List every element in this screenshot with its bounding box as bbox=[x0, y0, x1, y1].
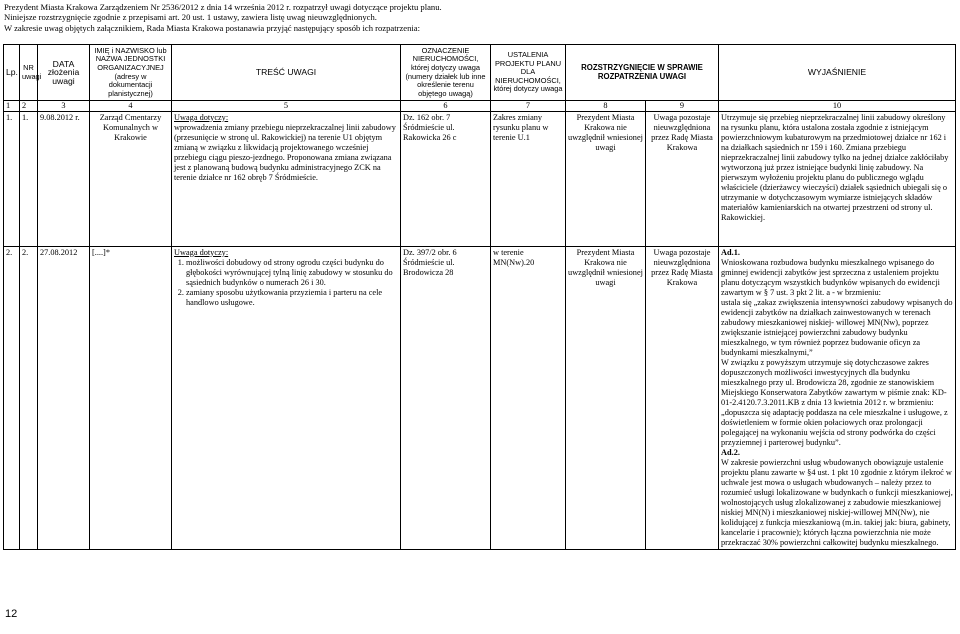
row1-rada: Uwaga pozostaje nieuwzględniona przez Radę Miasta Krakowa bbox=[646, 111, 719, 246]
row2-rada: Uwaga pozostaje nieuwzględniona przez Radę Miasta Krakowa bbox=[646, 246, 719, 549]
col-oznaczenie: OZNACZENIE NIERUCHOMOŚCI, której dotyczy uwaga (numery działek lub inne określenie terenu objętego uwagą) bbox=[401, 45, 491, 101]
row2-wyjasnienie bbox=[719, 246, 956, 549]
list-item: 2. zamiany sposobu użytkowania przyziemia i parteru na cele handlowo usługowe. bbox=[186, 288, 398, 308]
colnum-6: 6 bbox=[401, 101, 491, 112]
row1-data: 9.08.2012 r. bbox=[38, 111, 90, 246]
row2-tresc bbox=[172, 246, 401, 549]
row2-wyj-p2: W związku z powyższym utrzymuje się dotychczasowe zakres dopuszczonych możliwości inwestycyjnych dla budynku mieszkalnego przy ul. Brodowicza 28, zgodnie ze stanowiskiem Miejskiego Konserwatora Zabytków zawartym w piśmie znak: KD-01-2.4120.7.3.2011.KB z dnia 13 kwietnia 2012 r. w brzmieniu: bbox=[721, 357, 947, 407]
row1-wyjasnienie: Utrzymuje się przebieg nieprzekraczalnej linii zabudowy określony na rysunku planu, która ustalona została zgodnie z istniejącym powierzchniowym kubaturowym na przedmiotowej działce nr 162 i na działkach sąsiednich nr 159 i 160. Zmiana przebiegu nieprzekraczalnej linii zabudowy tylko na jednej działce zakłóciłaby wytworzoną już przez istniejące budynki linię zabudowy. Na pierwszym wyłożeniu projektu planu do publicznego wglądu właściciele (dzierżawcy wieczyści) działek sąsiednich ubiegali się o utrzymanie w dotychczasowym wymiarze istniejących składów materiałów kamieniarskich na otwartej przestrzeni od strony ul. Rakowickiej. bbox=[719, 111, 956, 246]
list-item: 1. możliwości dobudowy od strony ogrodu części budynku do głębokości wyrównującej tylną linię zabudowy w stosunku do sąsiednich budynków o numerach 26 i 30. bbox=[186, 258, 398, 288]
col-data: DATA złożenia uwagi bbox=[38, 45, 90, 101]
colnum-5: 5 bbox=[172, 101, 401, 112]
col-imie: IMIĘ i NAZWISKO lub NAZWA JEDNOSTKI ORGANIZACYJNEJ (adresy w dokumentacji planistycznej) bbox=[90, 45, 172, 101]
remarks-table bbox=[3, 44, 956, 550]
document-header bbox=[4, 2, 954, 33]
col-nr: NR uwagi bbox=[20, 45, 38, 101]
colnum-1: 1 bbox=[4, 101, 20, 112]
row2-wyj-q2: „dopuszcza się adaptację poddasza na cele mieszkalne i usługowe, z doświetleniem w formie okien połaciowych oraz prolongacji polegającej na wykonaniu wejścia od strony podwórka do części przyziemnej i parterowej budynku”. bbox=[721, 407, 948, 447]
row1-oznaczenie: Dz. 162 obr. 7 Śródmieście ul. Rakowicka 26 c bbox=[401, 111, 491, 246]
row2-nr: 2. bbox=[20, 246, 38, 549]
row2-ad1: Ad.1. bbox=[721, 247, 740, 257]
row2-wyj-q1: ustala się „zakaz zwiększenia intensywności zabudowy wpisanych do ewidencji zabytków na działkach zainwestowanych w terenach zabudowy mieszkaniowej niskiej- willowej MN(Nw), poprzez zwiększanie istniejącej powierzchni zabudowy budynku mieszkalnego, w tym również poprzez budowanie oficyn za budynkami mieszkalnymi,” bbox=[721, 297, 953, 357]
row2-wyj-p1: Wnioskowana rozbudowa budynku mieszkalnego wpisanego do gminnej ewidencji zabytków jest sprzeczna z ustaleniem projektu planu dotyczącym wszystkich budynków wpisanych do ewidencji zawartym w § 7 ust. 3 pkt 2 lit. a - w brzmieniu: bbox=[721, 257, 940, 297]
row2-tresc-title: Uwaga dotyczy: bbox=[174, 247, 229, 257]
colnum-10: 10 bbox=[719, 101, 956, 112]
row1-tresc-title: Uwaga dotyczy: bbox=[174, 112, 229, 122]
row1-rozstrzygniecie: Prezydent Miasta Krakowa nie uwzględnił wniesionej uwagi bbox=[566, 111, 646, 246]
table-row bbox=[4, 246, 956, 549]
colnum-9: 9 bbox=[646, 101, 719, 112]
colnum-3: 3 bbox=[38, 101, 90, 112]
row1-ustalenia: Zakres zmiany rysunku planu w terenie U.1 bbox=[491, 111, 566, 246]
col-wyjasnienie: WYJAŚNIENIE bbox=[719, 45, 956, 101]
row2-tresc-points bbox=[174, 258, 398, 308]
header-line-2: Niniejsze rozstrzygnięcie zgodnie z przepisami art. 20 ust. 1 ustawy, zawiera listę uwag nieuwzględnionych. bbox=[4, 12, 377, 23]
row1-imie: Zarząd Cmentarzy Komunalnych w Krakowie bbox=[90, 111, 172, 246]
row2-rozstrzygniecie: Prezydent Miasta Krakowa nie uwzględnił wniesionej uwagi bbox=[566, 246, 646, 549]
row2-lp: 2. bbox=[4, 246, 20, 549]
row2-wyj-p3: W zakresie powierzchni usług wbudowanych obowiązuje ustalenie projektu planu zawarte w §4 ust. 1 pkt 10 zgodnie z którym ilekroć w uchwale jest mowa o usługach wbudowanych – należy przez to rozumieć usługi lokalizowane w budynkach o funkcji mieszkaniowej, wolnostojących usług zlokalizowanej z zabudowie mieszkaniowej niskiej MN(N) i mieszkaniowej niskiej-willowej MN(Nw), nie kolidującej z funkcja mieszkaniową (m.in. takiej jak: biura, gabinety, kancelarie i pracownie); których łączna powierzchnia nie może przekraczać 30% powierzchni całkowitej budynku mieszkalnego. bbox=[721, 457, 953, 547]
header-line-3: W zakresie uwag objętych załącznikiem, Rada Miasta Krakowa postanawia przyjąć następujący sposób ich rozpatrzenia: bbox=[4, 22, 420, 33]
col-lp: Lp. bbox=[4, 45, 20, 101]
column-number-row bbox=[4, 101, 956, 112]
row2-oznaczenie: Dz. 397/2 obr. 6 Śródmieście ul. Brodowicza 28 bbox=[401, 246, 491, 549]
colnum-4: 4 bbox=[90, 101, 172, 112]
page-number: 12 bbox=[5, 608, 18, 620]
col-tresc: TREŚĆ UWAGI bbox=[172, 45, 401, 101]
colnum-2: 2 bbox=[20, 101, 38, 112]
row1-lp: 1. bbox=[4, 111, 20, 246]
row1-tresc-body: wprowadzenia zmiany przebiegu nieprzekraczalnej linii zabudowy (przesunięcie w stronę ul. Rakowickiej) na terenie U1 objętym zmianą w związku z likwidacją projektowanego wcześniej przebiegu ciągu pieszo-jezdnego. Proponowana zmiana związana jest z planowaną budową budynku administracyjnego ZCK na terenie działce nr 162 obręb 7 Śródmieście. bbox=[174, 122, 396, 182]
table-row bbox=[4, 111, 956, 246]
row1-nr: 1. bbox=[20, 111, 38, 246]
col-ustalenia: USTALENIA PROJEKTU PLANU DLA NIERUCHOMOŚCI, której dotyczy uwaga bbox=[491, 45, 566, 101]
row2-data: 27.08.2012 bbox=[38, 246, 90, 549]
header-line-1: Prezydent Miasta Krakowa Zarządzeniem Nr 2536/2012 z dnia 14 września 2012 r. rozpatrzył uwagi dotyczące projektu planu. bbox=[4, 2, 442, 12]
row2-ustalenia: w terenie MN(Nw).20 bbox=[491, 246, 566, 549]
row2-ad2: Ad.2. bbox=[721, 447, 740, 457]
colnum-7: 7 bbox=[491, 101, 566, 112]
row2-imie: [....]* bbox=[90, 246, 172, 549]
table-header-row bbox=[4, 45, 956, 101]
row1-tresc bbox=[172, 111, 401, 246]
col-rozstrzygniecie: ROZSTRZYGNIĘCIE W SPRAWIE ROZPATRZENIA UWAGI bbox=[566, 45, 719, 101]
colnum-8: 8 bbox=[566, 101, 646, 112]
